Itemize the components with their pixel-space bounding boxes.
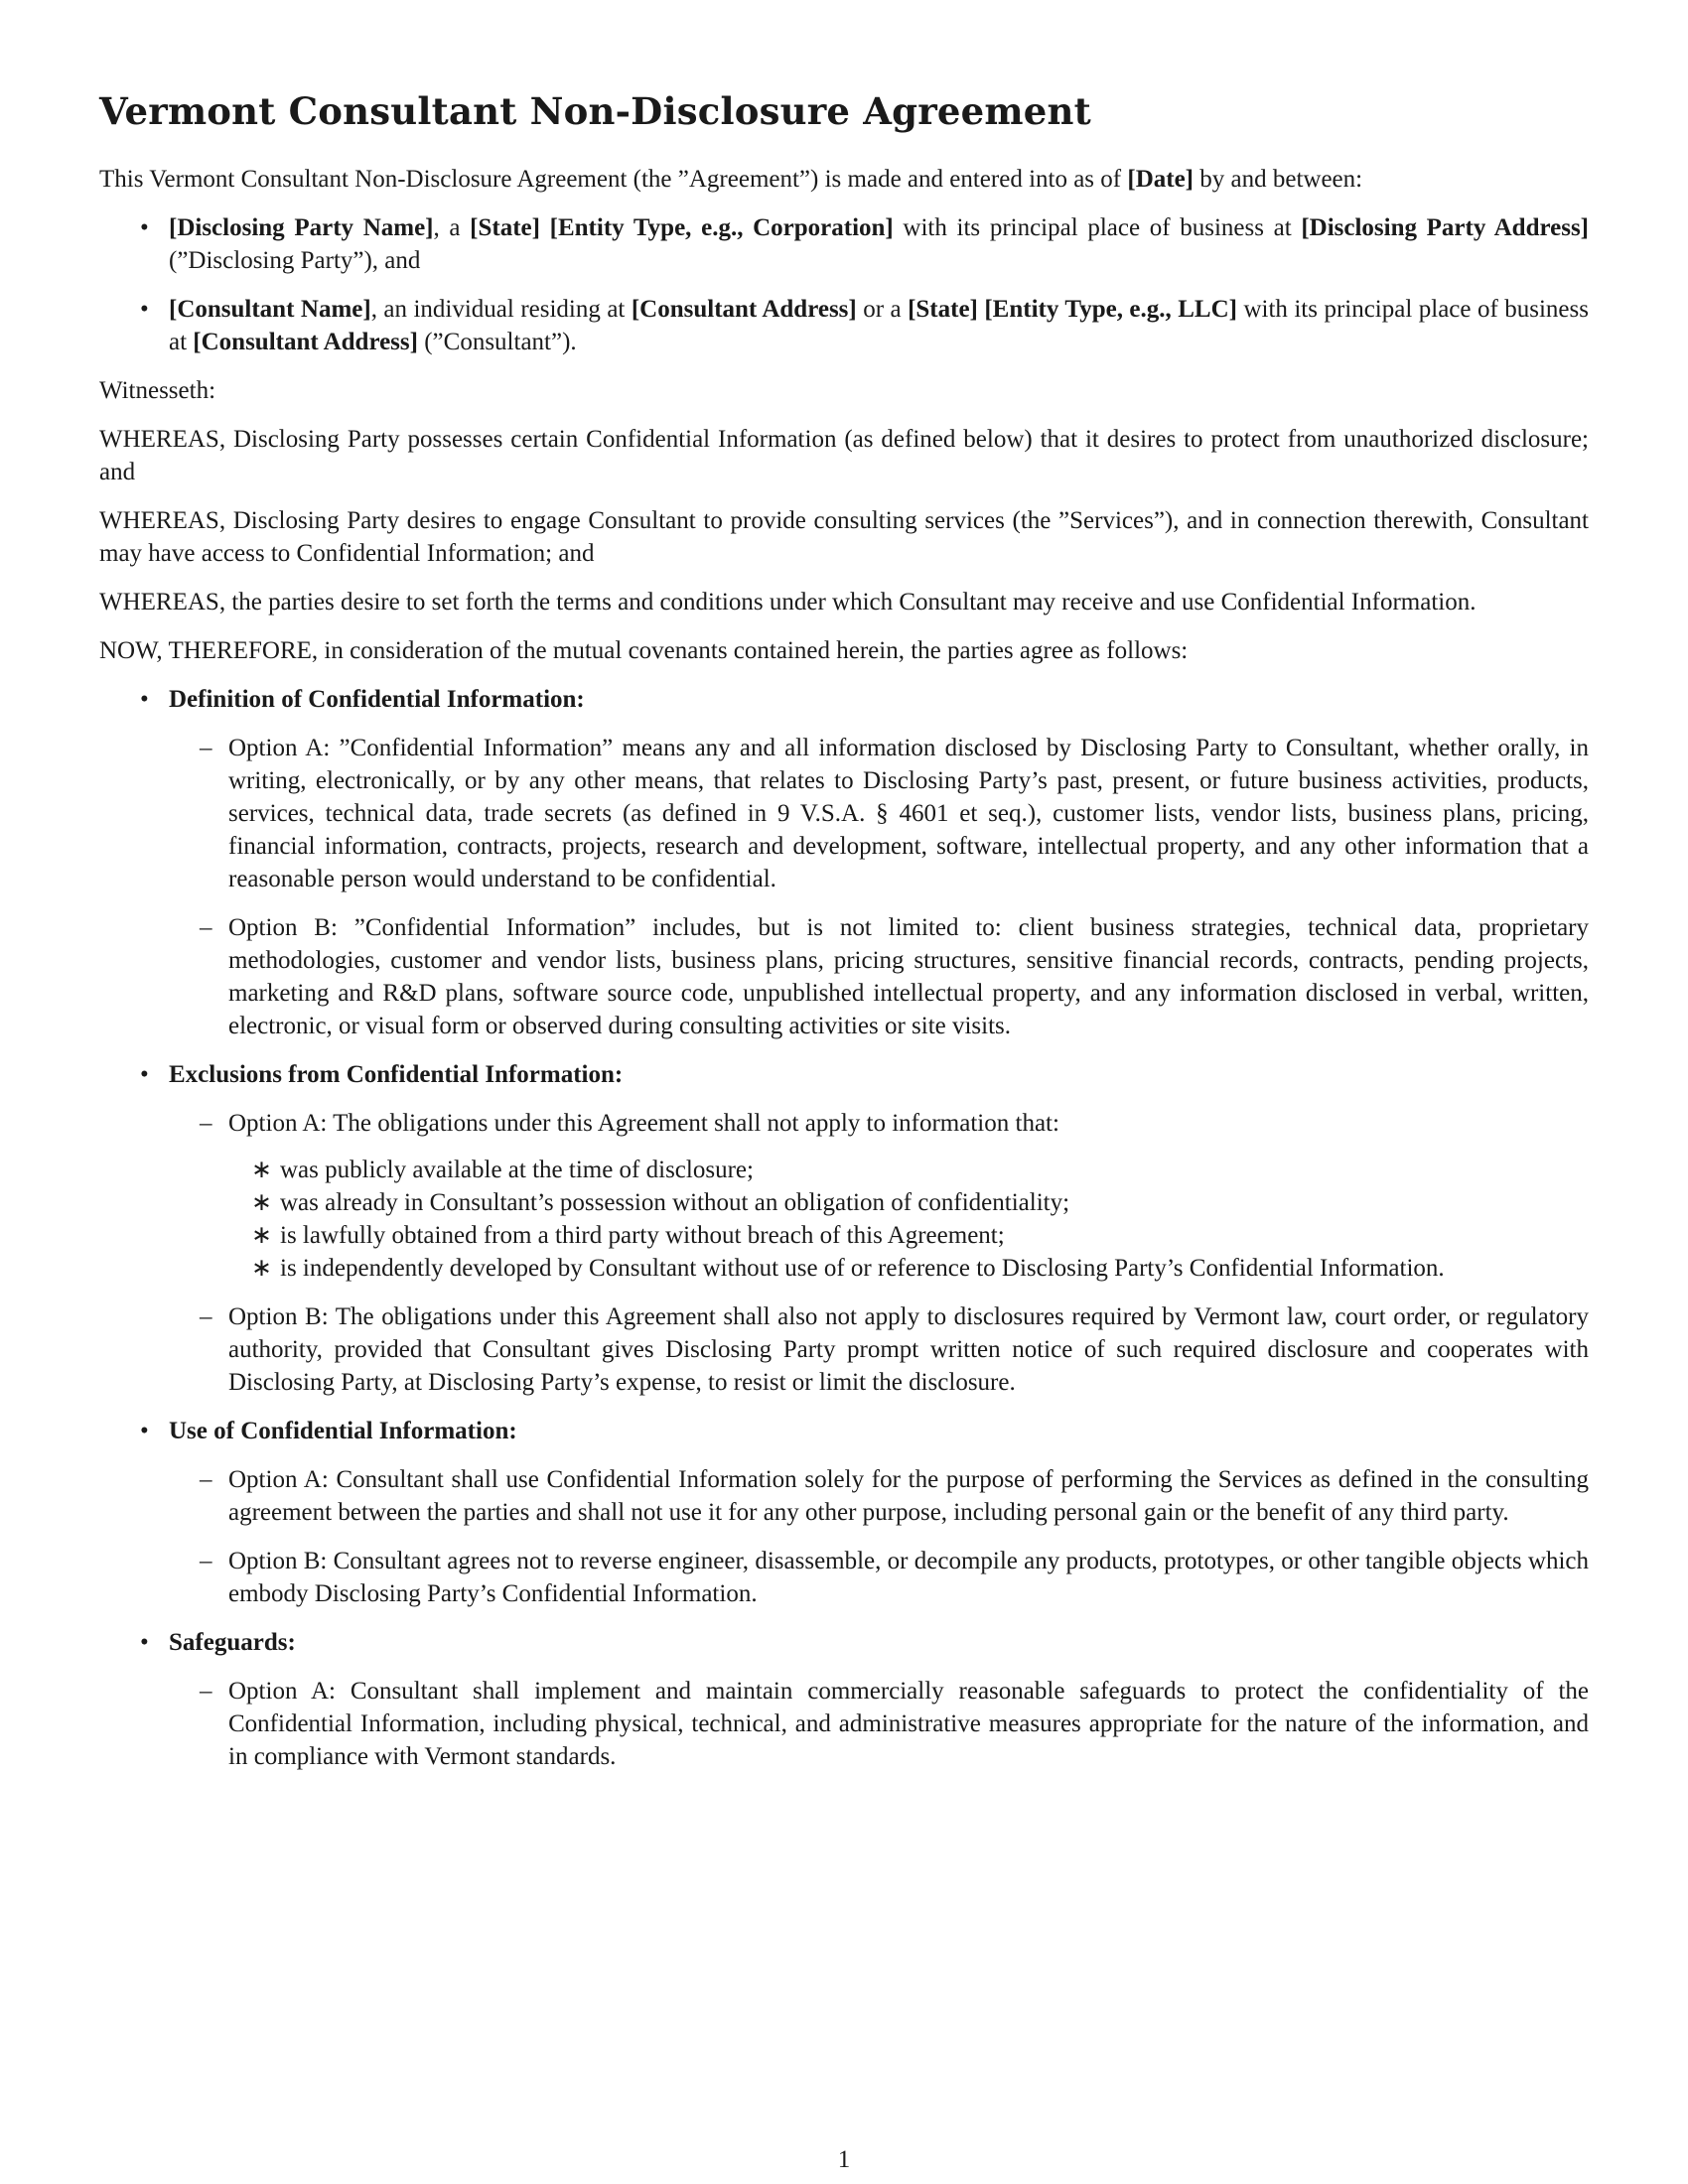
intro-paragraph (99, 163, 1589, 196)
option-text: Option A: Consultant shall use Confidential Information solely for the purpose of performing the Services as defined in the consulting agreement between the parties and shall not use it for any other purpose, including personal gain or the benefit of any third party. (228, 1466, 1589, 1526)
options-list (169, 1675, 1589, 1773)
party-disclosing (99, 211, 1589, 277)
party-text: (”Disclosing Party”), and (169, 247, 421, 274)
exclusion-item (228, 1154, 1589, 1186)
option-item (169, 732, 1589, 895)
whereas-clause: WHEREAS, Disclosing Party desires to engage Consultant to provide consulting services (the ”Services”), and in connection therewith, Consultant may have access to Confidential Information; and (99, 507, 1589, 567)
intro-text-1: This Vermont Consultant Non-Disclosure Agreement (the ”Agreement”) is made and entered into as of (99, 166, 1128, 193)
option-item (169, 1545, 1589, 1610)
parties-list (99, 211, 1589, 358)
section-heading: Use of Confidential Information: (169, 1418, 517, 1444)
dash-marker: – (200, 735, 212, 761)
section-heading: Definition of Confidential Information: (169, 686, 585, 713)
exclusion-items (228, 1154, 1589, 1285)
asterisk-marker: ∗ (251, 1255, 272, 1282)
exclusion-text: is lawfully obtained from a third party without breach of this Agreement; (280, 1222, 1005, 1249)
option-item (169, 911, 1589, 1042)
bullet-marker: • (140, 296, 149, 323)
disclosing-party-address-placeholder: [Disclosing Party Address] (1301, 214, 1590, 241)
asterisk-marker: ∗ (251, 1157, 272, 1183)
asterisk-marker: ∗ (251, 1189, 272, 1216)
asterisk-marker: ∗ (251, 1222, 272, 1249)
exclusion-item (228, 1219, 1589, 1252)
section-heading: Safeguards: (169, 1629, 296, 1656)
options-list (169, 732, 1589, 1042)
whereas-clause: WHEREAS, the parties desire to set forth the terms and conditions under which Consultant may receive and use Confidential Information. (99, 589, 1477, 615)
exclusion-item (228, 1252, 1589, 1285)
entity-type-placeholder: [Entity Type, e.g., LLC] (984, 296, 1237, 323)
party-text: (”Consultant”). (417, 329, 577, 355)
party-text: with its principal place of business at (169, 296, 1589, 355)
bullet-marker: • (140, 686, 149, 713)
state-placeholder: [State] (908, 296, 978, 323)
dash-marker: – (200, 1110, 212, 1137)
intro-text-2: by and between: (1194, 166, 1363, 193)
disclosing-party-name-placeholder: [Disclosing Party Name] (169, 214, 434, 241)
sections-list (99, 683, 1589, 1773)
consultant-address-placeholder: [Consultant Address] (631, 296, 857, 323)
party-text: , a (433, 214, 471, 241)
exclusion-text: is independently developed by Consultant without use of or reference to Disclosing Party’s Confidential Information. (280, 1255, 1445, 1282)
state-placeholder: [State] (470, 214, 540, 241)
entity-type-placeholder: [Entity Type, e.g., Corporation] (549, 214, 894, 241)
party-text: , an individual residing at (370, 296, 632, 323)
options-list (169, 1107, 1589, 1399)
dash-marker: – (200, 914, 212, 941)
bullet-marker: • (140, 1629, 149, 1656)
option-text: Option B: Consultant agrees not to reverse engineer, disassemble, or decompile any products, prototypes, or other tangible objects which embody Disclosing Party’s Confidential Information. (228, 1548, 1589, 1607)
dash-marker: – (200, 1678, 212, 1705)
consultant-address-placeholder: [Consultant Address] (193, 329, 418, 355)
consultant-name-placeholder: [Consultant Name] (169, 296, 371, 323)
option-text: Option B: ”Confidential Information” includes, but is not limited to: client business strategies, technical data, proprietary methodologies, customer and vendor lists, business plans, pricing structures, sensitive financial records, contracts, pending projects, marketing and R&D plans, software source code, unpublished intellectual property, and any information disclosed in verbal, written, electronic, or visual form or observed during consulting activities or site visits. (228, 914, 1589, 1039)
option-item (169, 1463, 1589, 1529)
party-consultant (99, 293, 1589, 358)
option-text: Option A: The obligations under this Agreement shall not apply to information that: (228, 1110, 1059, 1137)
section-use (99, 1415, 1589, 1610)
dash-marker: – (200, 1303, 212, 1330)
document-body (99, 163, 1589, 1773)
section-heading: Exclusions from Confidential Information: (169, 1061, 624, 1088)
page-number: 1 (837, 2146, 851, 2173)
option-item (169, 1675, 1589, 1773)
option-text: Option A: Consultant shall implement and maintain commercially reasonable safeguards to protect the confidentiality of the Confidential Information, including physical, technical, and administrative measures appropriate for the nature of the information, and in compliance with Vermont standards. (228, 1678, 1589, 1770)
party-text (540, 214, 550, 241)
document-page (99, 89, 1589, 1789)
now-therefore-clause: NOW, THEREFORE, in consideration of the mutual covenants contained herein, the parties agree as follows: (99, 637, 1189, 664)
options-list (169, 1463, 1589, 1610)
exclusion-text: was publicly available at the time of disclosure; (280, 1157, 754, 1183)
section-definition (99, 683, 1589, 1042)
exclusion-item (228, 1186, 1589, 1219)
option-text: Option A: ”Confidential Information” means any and all information disclosed by Disclosing Party to Consultant, whether orally, in writing, electronically, or by any other means, that relates to Disclosing Party’s past, present, or future business activities, products, services, technical data, trade secrets (as defined in 9 V.S.A. § 4601 et seq.), customer lists, vendor lists, business plans, pricing, financial information, contracts, projects, research and development, software, intellectual property, and any other information that a reasonable person would understand to be confidential. (228, 735, 1589, 892)
exclusion-text: was already in Consultant’s possession without an obligation of confidentiality; (280, 1189, 1070, 1216)
dash-marker: – (200, 1548, 212, 1574)
option-text: Option B: The obligations under this Agreement shall also not apply to disclosures required by Vermont law, court order, or regulatory authority, provided that Consultant gives Disclosing Party prompt written notice of such required disclosure and cooperates with Disclosing Party, at Disclosing Party’s expense, to resist or limit the disclosure. (228, 1303, 1589, 1396)
date-placeholder: [Date] (1127, 166, 1195, 193)
witnesseth: Witnesseth: (99, 377, 216, 404)
dash-marker: – (200, 1466, 212, 1493)
whereas-clause: WHEREAS, Disclosing Party possesses certain Confidential Information (as defined below) that it desires to protect from unauthorized disclosure; and (99, 426, 1589, 485)
document-title: Vermont Consultant Non-Disclosure Agreement (99, 89, 1091, 133)
party-text: with its principal place of business at (893, 214, 1302, 241)
bullet-marker: • (140, 214, 149, 241)
option-item (169, 1300, 1589, 1399)
bullet-marker: • (140, 1418, 149, 1444)
bullet-marker: • (140, 1061, 149, 1088)
section-safeguards (99, 1626, 1589, 1773)
option-item (169, 1107, 1589, 1285)
party-text: or a (856, 296, 909, 323)
section-exclusions (99, 1058, 1589, 1399)
